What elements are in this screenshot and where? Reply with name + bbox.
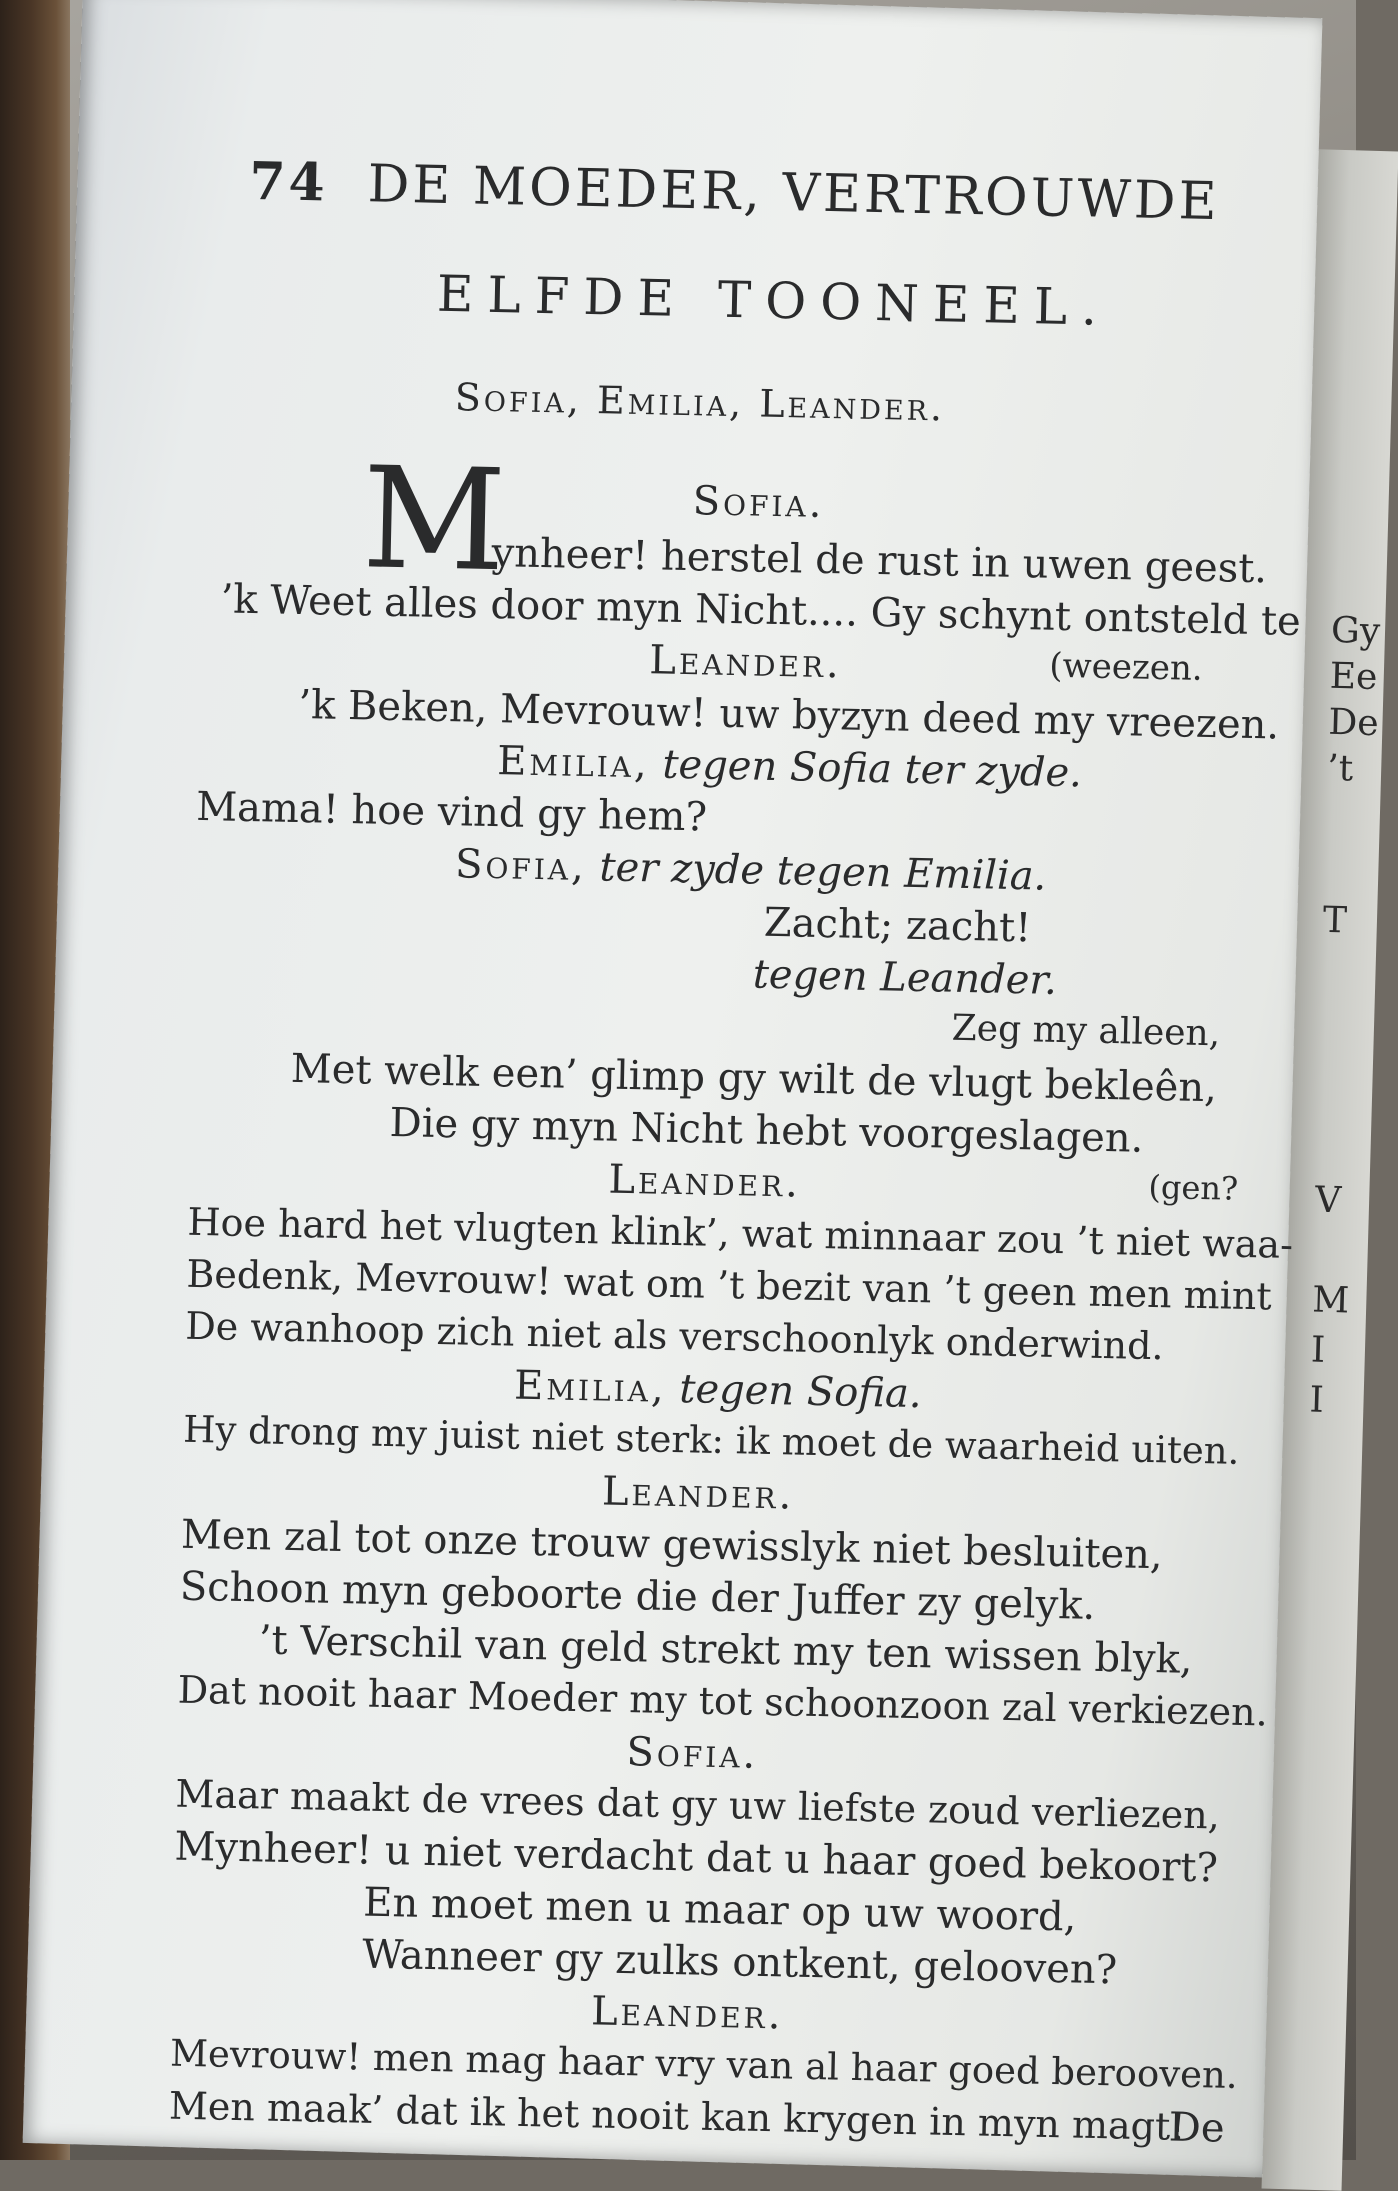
verse-line: Bedenk, Mevrouw! wat om ’t bezit van ’t geen men mint bbox=[185, 1251, 1273, 1319]
verse-line: Hy drong my juist niet sterk: ik moet de waarheid uiten. bbox=[182, 1407, 1240, 1473]
catchword: De bbox=[1168, 2104, 1226, 2152]
speaker: Leander. bbox=[590, 1988, 784, 2039]
verse-line: Die gy myn Nicht hebt voorgeslagen. bbox=[389, 1099, 1144, 1162]
verse-line: Mama! hoe vind gy hem? bbox=[195, 783, 708, 841]
verse-line: ynheer! herstel de rust in uwen geest. bbox=[491, 529, 1268, 593]
verse-line: Schoon myn geboorte die der Juffer zy gelyk. bbox=[179, 1563, 1096, 1629]
verse-line: Wanneer gy zulks ontkent, gelooven? bbox=[361, 1931, 1118, 1994]
verse-line: Dat nooit haar Moeder my tot schoonzoon zal verkiezen. bbox=[177, 1667, 1269, 1735]
verse-line: Met welk een’ glimp gy wilt de vlugt bekleên, bbox=[290, 1045, 1218, 1112]
verse-line: Zeg my alleen, bbox=[951, 1007, 1221, 1055]
verse-line: Mevrouw! men mag haar vry van al haar goed berooven. bbox=[169, 2031, 1239, 2097]
facing-fragment: Gy bbox=[1330, 609, 1381, 653]
scene-title: ELFDE TOONEEL. bbox=[436, 264, 1112, 337]
verse-line: Mynheer! u niet verdacht dat u haar goed bekoort? bbox=[173, 1823, 1219, 1892]
facing-fragment: M bbox=[1311, 1279, 1350, 1322]
speaker: Sofia, bbox=[454, 841, 588, 891]
stage-direction: ter zyde tegen Emilia. bbox=[599, 844, 1047, 900]
verse-line: ’k Weet alles door myn Nicht.... Gy schynt ontsteld te bbox=[220, 576, 1302, 645]
speaker: Leander. bbox=[601, 1468, 795, 1519]
verse-line: Maar maakt de vrees dat gy uw liefste zoud verliezen, bbox=[175, 1771, 1221, 1838]
characters-list: Sofia, Emilia, Leander. bbox=[454, 375, 946, 430]
facing-fragment: Ee bbox=[1329, 655, 1378, 699]
facing-fragment: V bbox=[1314, 1179, 1342, 1222]
verse-line: ’t Verschil van geld strekt my ten wissen blyk, bbox=[258, 1617, 1193, 1683]
speaker: Sofia. bbox=[692, 478, 825, 527]
speaker: Emilia, bbox=[496, 738, 651, 788]
speaker: Leander. bbox=[648, 637, 843, 688]
verse-line: (weezen. bbox=[1048, 645, 1204, 689]
stage-direction: tegen Sofia ter zyde. bbox=[661, 741, 1083, 797]
facing-fragment: I bbox=[1310, 1329, 1326, 1371]
verse-line: (gen? bbox=[1148, 1167, 1239, 1208]
drop-cap: M bbox=[360, 437, 508, 604]
facing-fragment: ’t bbox=[1326, 747, 1354, 790]
speaker: Sofia. bbox=[626, 1729, 759, 1778]
speaker: Emilia, bbox=[513, 1362, 668, 1412]
page-number: 74 bbox=[248, 150, 329, 214]
verse-line: Hoe hard het vlugten klink’, wat minnaar zou ’t niet waa- bbox=[187, 1199, 1294, 1267]
verse-line: Men maak’ dat ik het nooit kan krygen in myn magt! bbox=[168, 2083, 1186, 2149]
verse-line: En moet men u maar op uw woord, bbox=[362, 1879, 1077, 1941]
stage-direction: tegen Sofia. bbox=[678, 1366, 923, 1418]
verse-line: Men zal tot onze trouw gewisslyk niet besluiten, bbox=[180, 1511, 1164, 1579]
running-title: DE MOEDER, VERTROUWDE bbox=[367, 154, 1221, 233]
verse-line: ’k Beken, Mevrouw! uw byzyn deed my vreezen. bbox=[297, 681, 1280, 749]
verse-line: De wanhoop zich niet als verschoonlyk onderwind. bbox=[184, 1303, 1165, 1369]
stage-direction: tegen Leander. bbox=[752, 951, 1058, 1004]
speaker: Leander. bbox=[608, 1156, 802, 1207]
stage-heading bbox=[514, 1363, 922, 1418]
facing-fragment: De bbox=[1327, 701, 1380, 745]
facing-fragment: T bbox=[1322, 899, 1348, 942]
verse-line: Zacht; zacht! bbox=[763, 899, 1032, 952]
facing-fragment: I bbox=[1308, 1379, 1325, 1421]
